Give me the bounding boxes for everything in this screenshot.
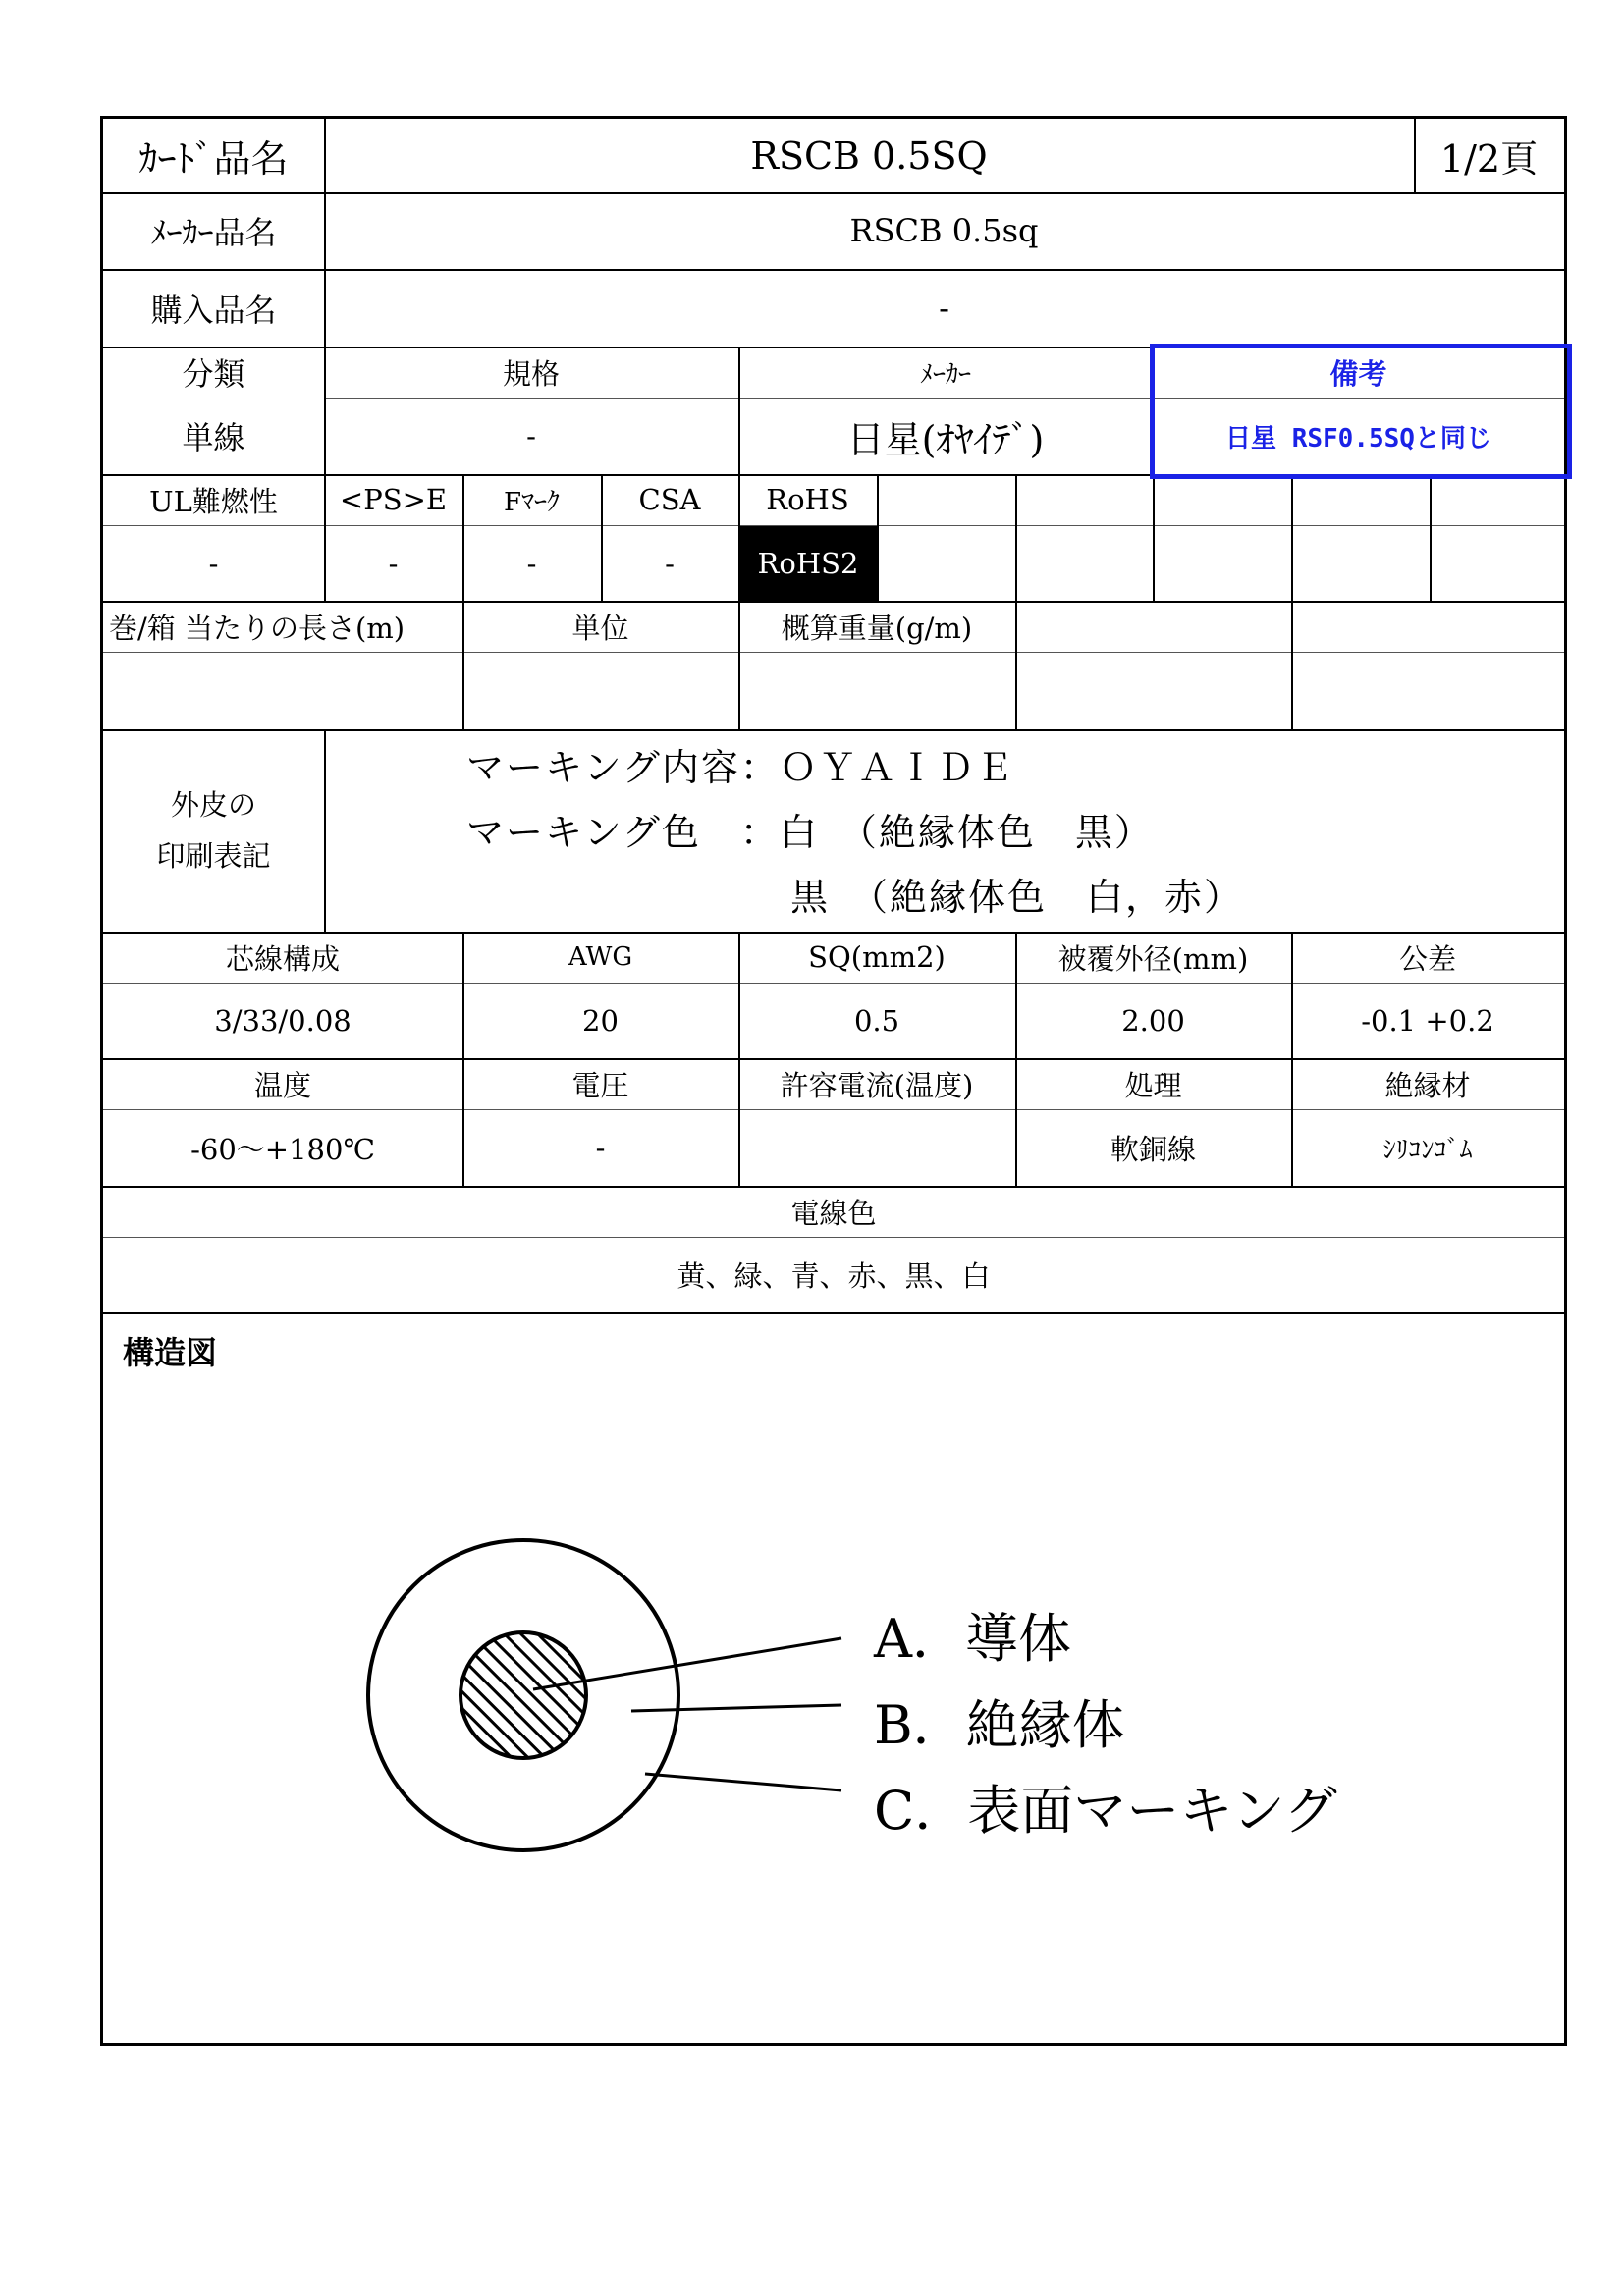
maker-name-value: RSCB 0.5sq [849,212,1039,249]
wire-color-value: 黄、緑、青、赤、黒、白 [677,1259,991,1293]
marking-color-alt: 黒 （絶縁体色 白，赤） [790,876,1244,919]
wire-color-label: 電線色 [790,1196,877,1230]
structure-title: 構造図 [123,1334,218,1371]
maker-value: 日星(ｵﾔｲﾃﾞ) [846,417,1045,461]
rohs2-badge: RoHS2 [739,526,877,601]
spec-value: -0.1 +0.2 [1361,1003,1494,1038]
label-b-insulator: B．絶縁体 [874,1694,1125,1756]
leader-line-c [645,1774,841,1790]
spec-header: SQ(mm2) [808,940,946,974]
conductor-circle [460,1632,586,1758]
spec-header: 被覆外径(mm) [1057,941,1249,976]
remarks-value: 日星 RSF0.5SQと同じ [1225,423,1491,454]
maker-label: ﾒｰｶｰ [919,359,971,390]
category-label: 分類 [182,355,245,393]
weight-label: 概算重量(g/m) [781,611,973,645]
spec-sheet [100,116,1567,2046]
marking-color: マーキング色 ：白 （絶縁体色 黒） [466,811,1154,854]
page-number: 1/2頁 [1439,137,1539,181]
condition-value: 軟銅線 [1110,1132,1196,1166]
spec-value: 3/33/0.08 [214,1003,352,1038]
spec-value: 2.00 [1121,1003,1185,1038]
print-label-line1: 外皮の [170,788,256,822]
cert-value: - [208,546,219,580]
card-name-label: ｶｰﾄﾞ品名 [138,137,289,181]
card-name-value: RSCB 0.5SQ [750,133,988,178]
spec-header: 公差 [1398,941,1456,976]
spec-value: 0.5 [853,1003,900,1038]
category-value: 単線 [182,419,245,456]
standard-value: - [526,419,536,453]
print-label-line2: 印刷表記 [156,839,271,873]
standard-label: 規格 [502,356,560,391]
length-per-reel-label: 巻/箱 当たりの長さ(m) [109,611,406,645]
unit-label: 単位 [571,611,629,645]
label-c-surface-marking: C．表面マーキング [874,1780,1337,1842]
cert-header: Fﾏｰｸ [503,487,561,517]
condition-header: 温度 [253,1068,311,1102]
cert-header: RoHS [766,483,849,516]
cert-value: - [388,546,399,580]
cable-cross-section-diagram [103,119,1564,2043]
cert-header: UL難燃性 [149,484,278,518]
cert-value: - [526,546,537,580]
purchase-name-value: - [939,289,949,327]
spec-value: 20 [582,1003,619,1038]
condition-header: 絶縁材 [1384,1068,1471,1102]
condition-value: -60～+180℃ [190,1132,375,1166]
label-a-conductor: A．導体 [874,1608,1071,1670]
condition-value: ｼﾘｺﾝｺﾞﾑ [1382,1135,1473,1165]
purchase-name-label: 購入品名 [150,291,277,329]
condition-header: 許容電流(温度) [780,1068,974,1102]
maker-name-label: ﾒｰｶｰ品名 [150,214,277,251]
cert-header: <PS>E [339,483,448,516]
spec-header: 芯線構成 [225,941,340,976]
marking-content: マーキング内容：ＯＹＡＩＤＥ [466,746,1015,789]
spec-header: AWG [568,942,633,972]
cert-value: - [665,546,675,580]
condition-value: - [595,1131,606,1164]
condition-header: 処理 [1124,1068,1182,1102]
condition-header: 電圧 [571,1068,629,1102]
remarks-label: 備考 [1329,356,1387,391]
cert-header: CSA [638,483,701,516]
